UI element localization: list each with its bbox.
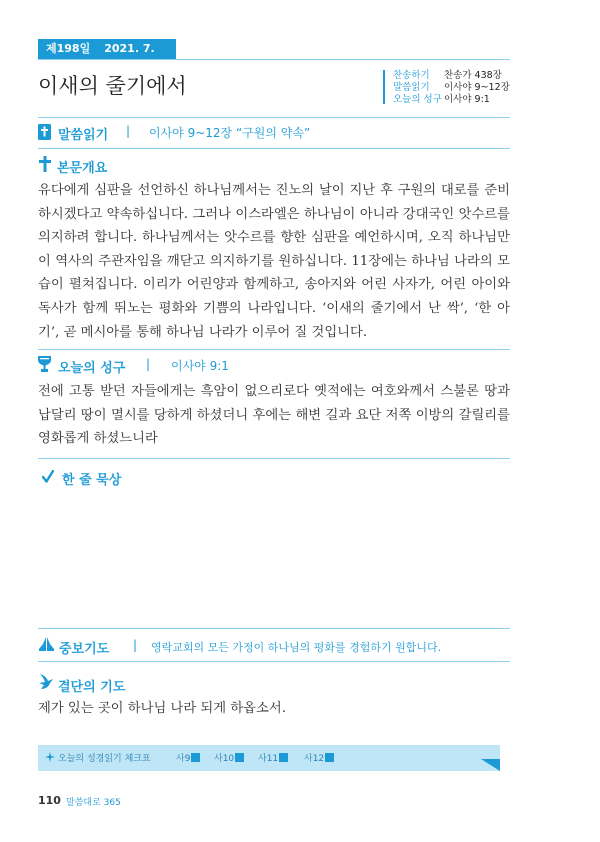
footer-brand: 말씀대로 365	[66, 798, 121, 808]
verse-ref: 이사야 9:1	[171, 359, 229, 373]
section-rule	[38, 148, 510, 149]
resolution-label: 결단의 기도	[58, 680, 126, 695]
check-icon	[42, 470, 54, 483]
praying-hands-icon	[38, 636, 55, 652]
day-number: 제198일	[46, 42, 91, 55]
page-title: 이새의 줄기에서	[38, 74, 187, 98]
checklist-item-label: 사9	[176, 754, 191, 764]
reading-label: 말씀읽기	[58, 128, 109, 143]
checklist-item-label: 사10	[214, 754, 235, 764]
intercession-label: 중보기도	[59, 642, 110, 657]
checklist-item[interactable]	[304, 751, 334, 764]
intercession-separator: |	[133, 638, 138, 652]
ref-reading	[393, 82, 510, 94]
checklist-item[interactable]	[258, 751, 288, 764]
ref-value: 이사야 9:1	[444, 94, 490, 105]
date-text: 2021. 7. 17. 토	[46, 42, 155, 75]
ref-label: 오늘의 성구	[393, 94, 442, 105]
section-rule	[38, 628, 510, 629]
section-rule	[38, 661, 510, 662]
ref-label: 말씀읽기	[393, 82, 430, 93]
section-rule	[38, 117, 510, 118]
intercession-text: 영락교회의 모든 가정이 하나님의 평화를 경험하기 원합니다.	[151, 641, 442, 654]
resolution-body: 제가 있는 곳이 하나님 나라 되게 하옵소서.	[38, 701, 286, 716]
reading-separator: |	[126, 124, 131, 138]
reading-text: 이사야 9~12장 “구원의 약속”	[149, 126, 311, 140]
ref-hymn	[393, 70, 502, 82]
ref-divider	[383, 70, 385, 104]
checkbox[interactable]	[325, 753, 334, 762]
ref-verse	[393, 94, 490, 106]
ref-label: 찬송하기	[393, 70, 430, 81]
date-tab	[38, 39, 176, 75]
verse-separator: |	[146, 357, 151, 371]
cross-icon	[39, 156, 51, 172]
section-rule	[38, 458, 510, 459]
overview-label: 본문개요	[57, 161, 108, 176]
meditation-label: 한 줄 묵상	[62, 473, 122, 488]
sparkle-icon	[45, 752, 55, 762]
checklist-label: 오늘의 성경읽기 체크표	[58, 754, 151, 764]
ref-value: 찬송가 438장	[444, 70, 502, 81]
header-rule	[38, 59, 510, 60]
chalice-icon	[38, 356, 51, 372]
dove-icon	[38, 673, 54, 690]
book-cross-icon	[38, 124, 51, 140]
checkbox[interactable]	[235, 753, 244, 762]
page-number: 110	[38, 794, 61, 807]
page-corner-fold	[481, 759, 500, 771]
ref-value: 이사야 9~12장	[444, 82, 510, 93]
checklist-item-label: 사11	[258, 754, 279, 764]
checkbox[interactable]	[191, 753, 200, 762]
checkbox[interactable]	[279, 753, 288, 762]
overview-body: 유다에게 심판을 선언하신 하나님께서는 진노의 날이 지난 후 구원의 대로를 준비하시겠다고 약속하십니다. 그러나 이스라엘은 하나님이 아니라 강대국인 앗수르를 의지하려 합니다. 하나님께서는 앗수르를 향한 심판을 예언하시며, 오직 하나님만이 역사의 주관자임을 깨닫고 의지하기를 원하십니다. 11장에는 하나님 나라의 모습이 펼쳐집니다. 이리가 어린양과 함께하고, 송아지와 어린 사자가, 어린 아이와 독사가 함께 뛰노는 평화와 기쁨의 나라입니다. ‘이새의 줄기에서 난 싹’, ‘한 아기’, 곧 메시아를 통해 하나님 나라가 이루어 질 것입니다.	[38, 183, 510, 340]
section-rule	[38, 349, 510, 350]
checklist-item-label: 사12	[304, 754, 325, 764]
checklist-item[interactable]	[176, 751, 200, 764]
checklist-item[interactable]	[214, 751, 244, 764]
verse-label: 오늘의 성구	[58, 361, 126, 376]
verse-body: 전에 고통 받던 자들에게는 흑암이 없으리로다 옛적에는 여호와께서 스불론 땅과 납달리 땅이 멸시를 당하게 하셨더니 후에는 해변 길과 요단 저쪽 이방의 갈릴리를 영화롭게 하셨느니라	[38, 384, 510, 447]
